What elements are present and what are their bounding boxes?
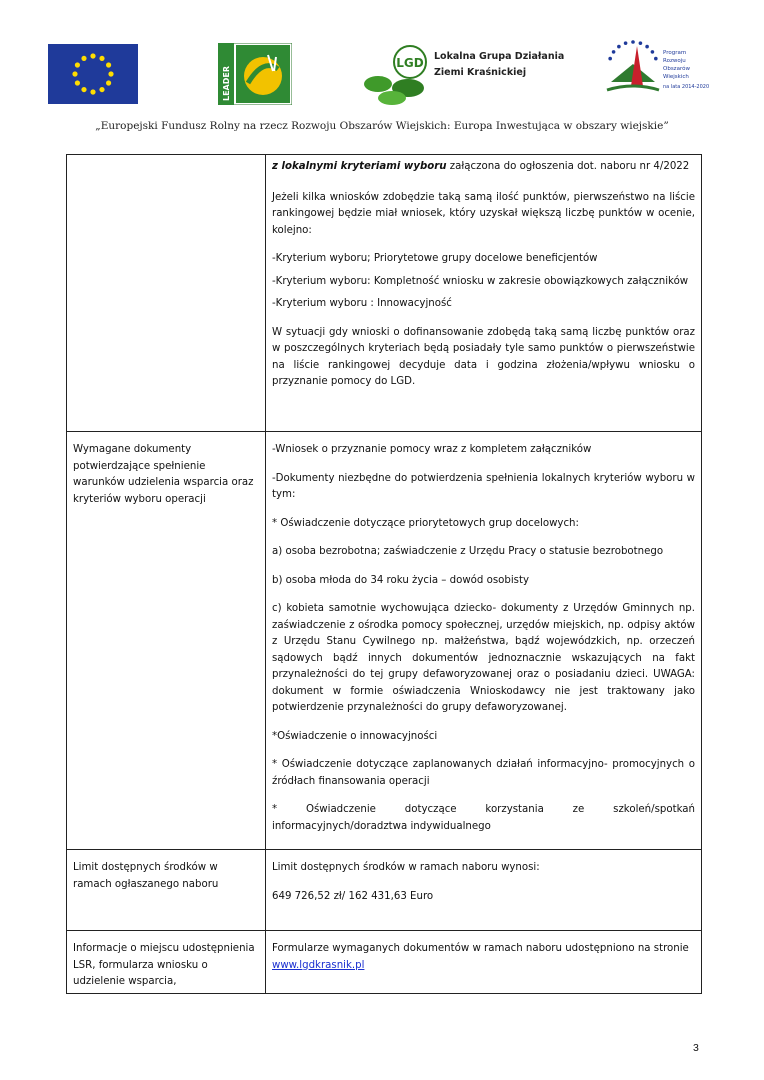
eu-star-icon <box>99 87 104 92</box>
prow-logo <box>603 32 715 100</box>
doc-item-7: *Oświadczenie o innowacyjności <box>272 730 438 742</box>
table-row <box>67 850 702 931</box>
doc-item-6: c) kobieta samotnie wychowująca dziecko- dokumenty z Urzędów Gminnych np. zaświadczenie z ośrodka pomocy społecznej, urzędów miejskich, np. odpisy aktów z Urzędu Stanu Cywilnego np. małżeństwa, bądź wojewódzkich, np. orzeczeń sądowych bądź innych dokumentów jednoznacznie wskazujących na fakt przynależności do tej grupy defaworyzowanej oraz o posiadaniu dzieci. UWAGA: dokument w formie oświadczenia Wnioskodawcy nie jest traktowany jako potwierdzenie przynależności do grupy defaworyzowanej. <box>272 603 695 713</box>
prow-logo-line3: Obszarów <box>663 66 690 72</box>
limit-amount: 649 726,52 zł/ 162 431,63 Euro <box>272 890 434 902</box>
prow-logo-line1: Program <box>663 50 687 56</box>
prow-star-icon <box>608 57 612 61</box>
table-row <box>67 432 702 850</box>
eu-star-icon <box>81 87 86 92</box>
eu-star-icon <box>75 80 80 85</box>
doc-item-8: * Oświadczenie dotyczące zaplanowanych działań informacyjno- promocyjnych o źródłach finansowania operacji <box>272 759 695 787</box>
tie-break-paragraph: W sytuacji gdy wnioski o dofinansowanie zdobędą taką samą liczbę punktów oraz w poszczególnych kryteriach będą posiadały tyle samo punktów o pierwszeństwie na liście rankingowej decyduje data i godzina złożenia/wpływu wniosku o przyznanie pomocy do LGD. <box>272 326 695 387</box>
prow-star-icon <box>651 50 655 54</box>
prow-star-icon <box>624 41 628 45</box>
page-number: 3 <box>693 1042 699 1054</box>
lgd-website-link[interactable]: www.lgdkrasnik.pl <box>272 959 365 971</box>
prow-star-icon <box>617 45 621 49</box>
doc-item-5: b) osoba młoda do 34 roku życia – dowód osobisty <box>272 574 530 586</box>
eu-star-icon <box>106 80 111 85</box>
lgd-logo-line1: Lokalna Grupa Działania <box>434 51 565 62</box>
eu-star-icon <box>75 62 80 67</box>
criterion-1: -Kryterium wyboru; Priorytetowe grupy docelowe beneficjentów <box>272 253 598 264</box>
row-content-documents <box>266 432 702 850</box>
eu-star-icon <box>99 56 104 61</box>
lgd-logo-abbr: LGD <box>396 56 424 70</box>
leader-logo <box>218 43 292 105</box>
eu-star-icon <box>90 53 95 58</box>
doc-item-4: a) osoba bezrobotna; zaświadczenie z Urzędu Pracy o statusie bezrobotnego <box>272 546 664 557</box>
doc-item-2: -Dokumenty niezbędne do potwierdzenia spełnienia lokalnych kryteriów wyboru w tym: <box>272 472 695 500</box>
eu-star-icon <box>108 71 113 76</box>
intro-italic: z lokalnymi kryteriami wyboru <box>272 161 447 172</box>
doc-item-9: * Oświadczenie dotyczące korzystania ze szkoleń/spotkań informacyjnych/doradztwa indywidualnego <box>272 804 695 832</box>
table-row <box>67 155 702 432</box>
prow-logo-line5: na lata 2014-2020 <box>663 84 710 90</box>
prow-logo-line2: Rozwoju <box>663 58 686 64</box>
eu-flag-icon <box>48 44 138 104</box>
eu-star-icon <box>72 71 77 76</box>
prow-star-icon <box>639 41 643 45</box>
prow-star-icon <box>645 45 649 49</box>
lgd-logo-line2: Ziemi Kraśnickiej <box>434 67 527 78</box>
info-text: Formularze wymaganych dokumentów w ramach naboru udostępniono na stronie <box>272 943 689 954</box>
eu-star-icon <box>90 89 95 94</box>
prow-star-icon <box>612 50 616 54</box>
lgd-logo <box>360 42 566 106</box>
ranking-paragraph: Jeżeli kilka wniosków zdobędzie taką samą ilość punktów, pierwszeństwo na liście rankingowej będzie miał wniosek, który uzyskał większą liczbę punktów w ocenie, kolejno: <box>272 191 695 236</box>
leader-logo-text: LEADER <box>222 65 231 101</box>
eu-star-icon <box>81 56 86 61</box>
limit-text: Limit dostępnych środków w ramach naboru wynosi: <box>272 862 540 873</box>
criterion-3: -Kryterium wyboru : Innowacyjność <box>272 298 452 309</box>
intro-rest: załączona do ogłoszenia dot. naboru nr 4/2022 <box>446 161 690 172</box>
prow-star-icon <box>654 57 658 61</box>
prow-logo-line4: Wiejskich <box>663 74 689 80</box>
prow-star-icon <box>631 40 635 44</box>
eu-star-icon <box>106 62 111 67</box>
row-content-limit <box>266 850 702 931</box>
doc-item-3: * Oświadczenie dotyczące priorytetowych grup docelowych: <box>272 517 579 529</box>
doc-item-1: -Wniosek o przyznanie pomocy wraz z kompletem załączników <box>272 444 592 455</box>
row-label-info: Informacje o miejscu udostępnienia LSR, formularza wniosku o udzielenie wsparcia, <box>67 931 266 994</box>
row-label-limit: Limit dostępnych środków w ramach ogłaszanego naboru <box>67 850 266 931</box>
header-caption: „Europejski Fundusz Rolny na rzecz Rozwoju Obszarów Wiejskich: Europa Inwestująca w obszary wiejskie” <box>95 120 669 132</box>
info-table <box>66 154 702 994</box>
row-content-info <box>266 931 702 994</box>
table-row <box>67 931 702 994</box>
row-label-documents: Wymagane dokumenty potwierdzające spełnienie warunków udzielenia wsparcia oraz kryteriów wyboru operacji <box>67 432 266 850</box>
row-label-empty <box>67 155 266 432</box>
criterion-2: -Kryterium wyboru: Kompletność wniosku w zakresie obowiązkowych załączników <box>272 275 689 287</box>
row-content-ranking <box>266 155 702 432</box>
logo-bar <box>0 0 764 120</box>
